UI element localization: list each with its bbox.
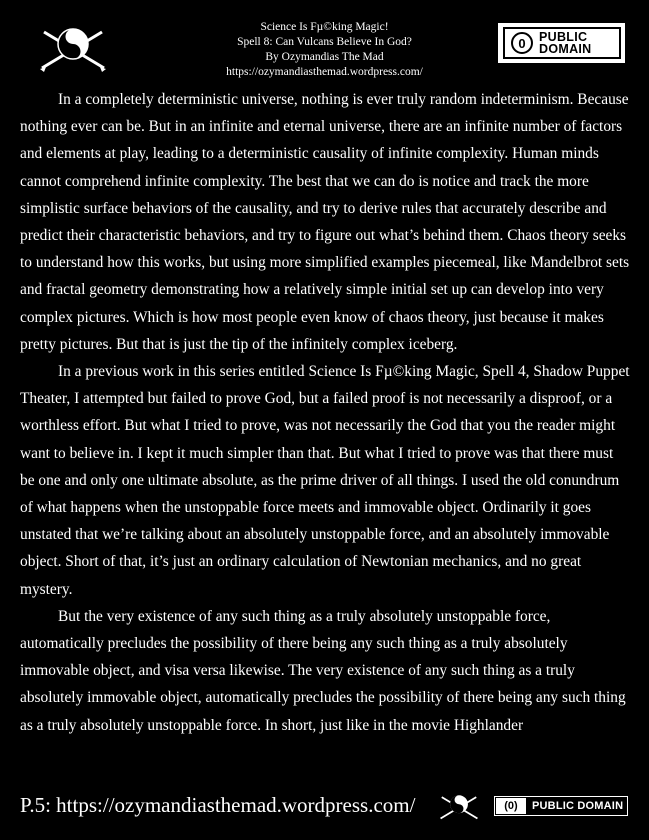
paragraph: In a previous work in this series entitled Science Is Fµ©king Magic, Spell 4, Shadow Puppet Theater, I attempted but failed to prove God, but a failed proof is not necessarily a disproof, or a worthless effort. But what I tried to prove, was not necessarily the God that you the reader might want to believe in. I kept it much simpler than that. But what I tried to prove was that there must be one and only one ultimate absolute, as the prime driver of all things. I used the old conundrum of what happens when the unstoppable force meets and immovable object. Ordinarily it goes unstated that we’re talking about an absolutely unstoppable force, and an absolutely immovable object. Short of that, it’s just an ordinary calculation of Newtonian mechanics, and no great mystery. [20, 363, 630, 598]
badge-line-public: PUBLIC [539, 30, 588, 44]
paragraph: In a completely deterministic universe, nothing is ever truly random indeterminism. Because nothing ever can be. But in an infinite and eternal universe, there are an infinite number of factors and elements at play, leading to a deterministic causality of infinite complexity. Human minds cannot comprehend infinite complexity. The best that we can do is notice and track the more simplistic surface behaviors of the causality, and try to derive rules that accurately describe and predict their characteristic behaviors, and try to figure out what’s behind them. Chaos theory seeks to understand how this works, but using more simplified examples piecemeal, like Mandelbrot sets and fractal geometry demonstrating how a relatively simple initial set up can develop into very complex pictures. Which is how most people even know of chaos theory, just because it makes pretty pictures. But that is just the tip of the infinitely complex iceberg. [20, 91, 630, 353]
public-domain-zero-icon: 0 [511, 32, 533, 54]
footer-page-url: P.5: https://ozymandiasthemad.wordpress.com/ [20, 793, 416, 817]
public-domain-badge [498, 23, 625, 63]
author-line: By Ozymandias The Mad [265, 51, 384, 63]
essay-body [20, 86, 630, 739]
badge-line-domain: DOMAIN [539, 42, 592, 56]
footer-public-domain-badge [494, 796, 628, 816]
page-header [0, 0, 649, 90]
footer-badge-label: PUBLIC DOMAIN [532, 800, 624, 812]
footer-pirate-logo-icon [437, 791, 481, 821]
header-title-block [170, 20, 479, 80]
header-url: https://ozymandiasthemad.wordpress.com/ [226, 66, 423, 78]
footer-zero-icon: (0) [496, 798, 526, 814]
page-footer [0, 788, 649, 828]
series-title: Science Is Fµ©king Magic! [260, 21, 389, 33]
spell-title: Spell 8: Can Vulcans Believe In God? [237, 36, 412, 48]
pirate-yin-yang-logo-icon [36, 22, 110, 72]
paragraph: But the very existence of any such thing as a truly absolutely unstoppable force, automatically precludes the possibility of there being any such thing as a truly absolutely immovable object, and visa versa likewise. The very existence of any such thing as a truly absolutely immovable object, automatically precludes the possibility of there being any such thing as a truly absolutely unstoppable force. In short, just like in the movie Highlander [20, 607, 626, 734]
